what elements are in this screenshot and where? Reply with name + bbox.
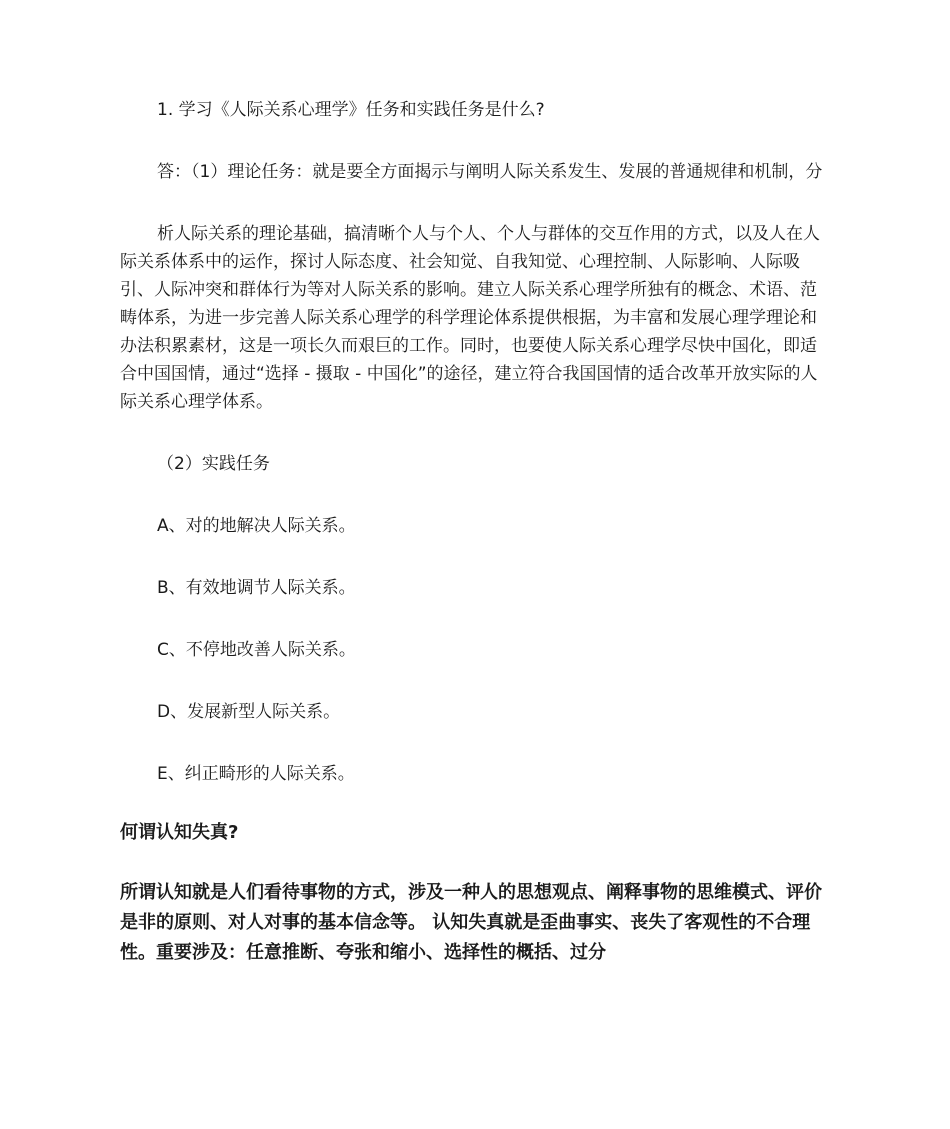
section2-body: 所谓认知就是人们看待事物的方式，涉及一种人的思想观点、阐释事物的思维模式、评价是非的原则、对人对事的基本信念等。 认知失真就是歪曲事实、丧失了客观性的不合理性。重要涉及：任意推断、夸张和缩小、选择性的概括、过分: [120, 882, 822, 963]
section2-title: 何谓认知失真?: [120, 822, 239, 843]
theory-body: 析人际关系的理论基础，搞清晰个人与个人、个人与群体的交互作用的方式，以及人在人际关系体系中的运作，探讨人际态度、社会知觉、自我知觉、心理控制、人际影响、人际吸引、人际冲突和群体行为等对人际关系的影响。建立人际关系心理学所独有的概念、术语、范畴体系，为进一步完善人际关系心理学的科学理论体系提供根据，为丰富和发展心理学理论和办法积累素材，这是一项长久而艰巨的工作。同时，也要使人际关系心理学尽快中国化，即适合中国国情，通过“选择 - 摄取 - 中国化”的途径，建立符合我国国情的适合改革开放实际的人际关系心理学体系。: [120, 224, 820, 412]
practice-item-c: C、不停地改善人际关系。: [157, 640, 356, 660]
question-title: 1. 学习《人际关系心理学》任务和实践任务是什么?: [157, 100, 545, 120]
practice-heading: （2）实践任务: [157, 454, 270, 474]
practice-item-b: B、有效地调节人际关系。: [157, 578, 356, 598]
document-content: [120, 96, 832, 968]
answer-intro: 答：（1）理论任务：就是要全方面揭示与阐明人际关系发生、发展的普通规律和机制，分: [157, 162, 823, 182]
practice-item-e: E、纠正畸形的人际关系。: [157, 764, 355, 784]
practice-item-d: D、发展新型人际关系。: [157, 702, 341, 722]
practice-item-a: A、对的地解决人际关系。: [157, 516, 356, 536]
